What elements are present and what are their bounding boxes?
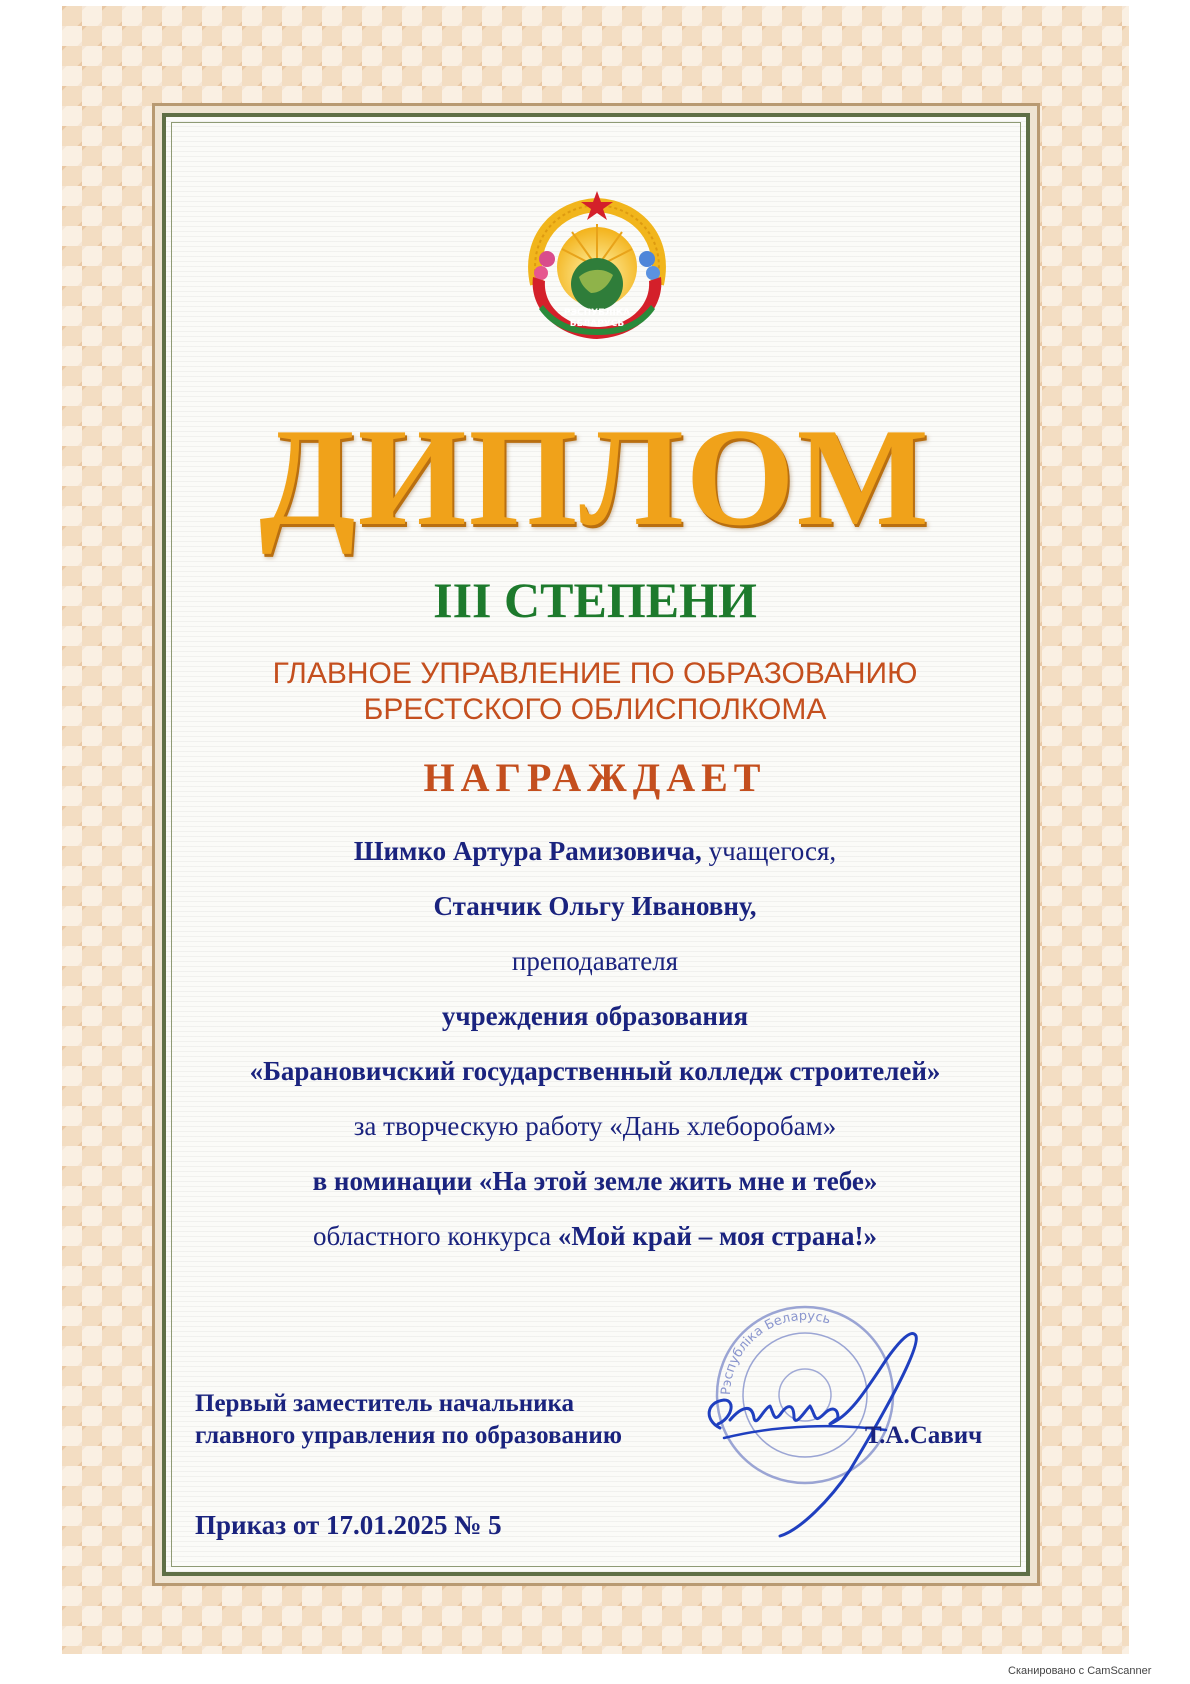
student-line bbox=[200, 838, 990, 865]
signatory-position-line-2: главного управления по образованию bbox=[195, 1422, 622, 1449]
camscanner-watermark: Сканировано с CamScanner bbox=[1008, 1665, 1152, 1677]
diploma-degree: III СТЕПЕНИ bbox=[433, 572, 757, 628]
work-line bbox=[200, 1113, 990, 1140]
issuer-line-2: БРЕСТСКОГО ОБЛИСПОЛКОМА bbox=[363, 693, 827, 726]
institution-line-2: «Барановичский государственный колледж строителей» bbox=[249, 1056, 941, 1086]
contest-title: «Мой край – моя страна!» bbox=[557, 1221, 877, 1251]
student-role: учащегося, bbox=[701, 836, 837, 866]
diploma-title: ДИПЛОМ bbox=[259, 400, 931, 555]
teacher-role: преподавателя bbox=[511, 946, 679, 976]
signatory-position-line-1: Первый заместитель начальника bbox=[195, 1390, 575, 1417]
seal-text: Рэспубліка Беларусь bbox=[718, 1308, 833, 1396]
emblem-ribbon-bottom-text: БЕЛАРУСЬ bbox=[569, 319, 625, 329]
awards-heading: НАГРАЖДАЕТ bbox=[423, 755, 767, 800]
nomination-line: в номинации «На этой земле жить мне и тебе» bbox=[312, 1166, 878, 1196]
contest-prefix: областного конкурса bbox=[313, 1221, 558, 1251]
work-title: «Дань хлеборобам» bbox=[609, 1111, 837, 1141]
signatory-name: Т.А.Савич bbox=[865, 1422, 983, 1449]
issuer-block bbox=[200, 656, 990, 728]
belarus-coat-of-arms-icon bbox=[517, 189, 677, 359]
order-reference: Приказ от 17.01.2025 № 5 bbox=[195, 1510, 502, 1540]
issuer-line-1: ГЛАВНОЕ УПРАВЛЕНИЕ ПО ОБРАЗОВАНИЮ bbox=[272, 657, 918, 690]
student-name: Шимко Артура Рамизовича, bbox=[353, 836, 702, 866]
institution-line-1: учреждения образования bbox=[441, 1001, 749, 1031]
contest-line bbox=[200, 1223, 990, 1250]
work-prefix: за творческую работу bbox=[353, 1111, 610, 1141]
signatory-position bbox=[195, 1388, 715, 1452]
emblem-ribbon-top-text: РЭСПУБЛІКА bbox=[563, 308, 631, 318]
teacher-name: Станчик Ольгу Ивановну, bbox=[433, 891, 757, 921]
